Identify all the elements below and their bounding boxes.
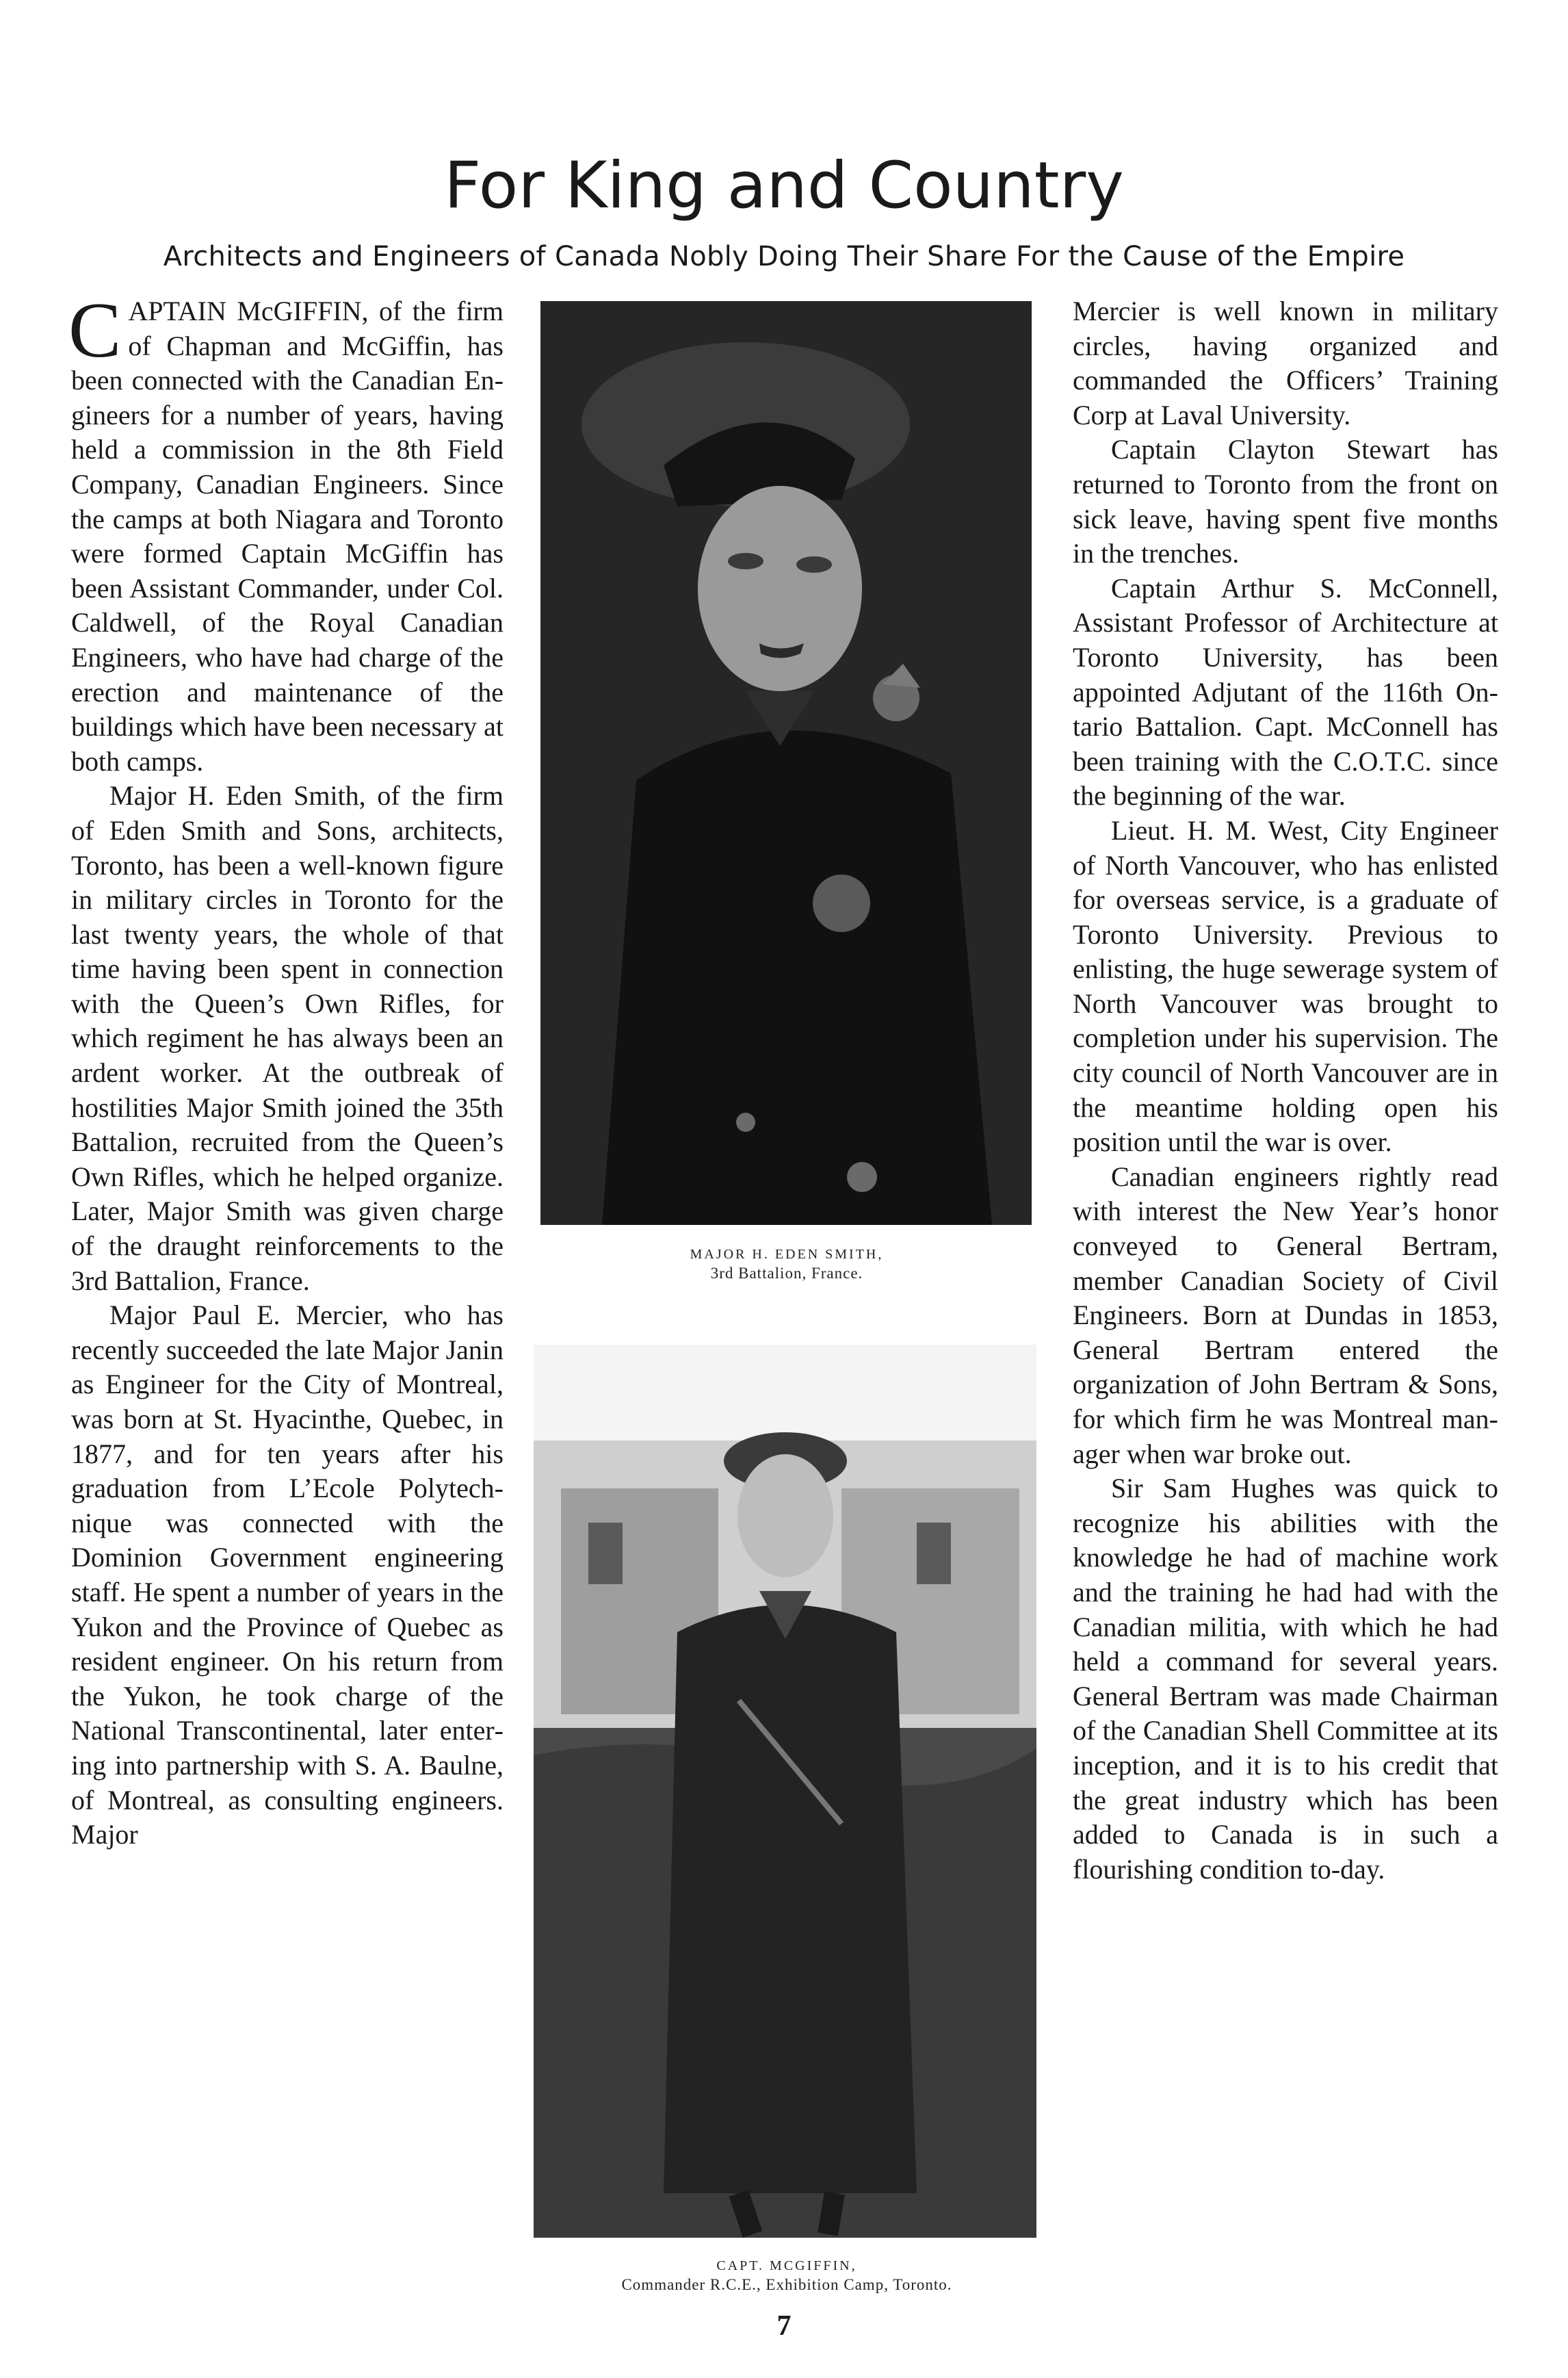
paragraph-west: Lieut. H. M. West, City Engineer of North Vancouver, who has enlisted for overseas service, is a graduate of Toronto University. Previous to enlisting, the huge sewerage system of North Vancouver was brought to completion under his supervision. The city council of North Vancouver are in the meantime holding open his position until the war is over. — [1073, 814, 1498, 1158]
paragraph-hughes: Sir Sam Hughes was quick to recognize his abilities with the knowledge he had of machine work and the training he had had with the Canadian militia, with which he had held a command for several years. General Bertram was made Chairman of the Canadian Shell Committee at its inception, and it is to his credit that the great industry which has been added to Canada is in such a flourishing condition to-day. — [1073, 1473, 1498, 1885]
caption-unit: Commander R.C.E., Exhibition Camp, Toronto. — [621, 2276, 952, 2293]
paragraph-mcgiffin-text: APTAIN McGIFFIN, of the firm of Chapman and McGiffin, has been connected with the Canadian Engineers for a number of years, having held a commission in the 8th Field Company, Canadian Engineers. Since the camps at both Niagara and Toronto were formed Captain McGiffin has been Assistant Commander, under Col. Caldwell, of the Royal Canadian Engineers, who have had charge of the erection and maintenance of the buildings which have been necessary at both camps. — [71, 296, 504, 777]
paragraph-mcgiffin — [68, 287, 504, 779]
caption-name: CAPT. MCGIFFIN, — [716, 2258, 857, 2273]
paragraph-bertram: Canadian engineers rightly read with interest the New Year’s honor conveyed to General Bertram, member Canadian Society of Civil Engineers. Born at Dundas in 1853, General Bertram entered the organization of John Bertram & Sons, for which firm he was Montreal manager when war broke out. — [1073, 1161, 1498, 1469]
photo-capt-mcgiffin — [534, 1345, 1036, 2238]
drop-cap: C — [68, 287, 122, 374]
paragraph-mcconnell: Captain Arthur S. McConnell, Assistant Professor of Architecture at Toronto University, has been appointed Adjutant of the 116th Ontario Battalion. Capt. McConnell has been training with the C.O.T.C. since the beginning of the war. — [1073, 572, 1498, 812]
paragraph-stewart: Captain Clayton Stewart has returned to Toronto from the front on sick leave, having spent five months in the trenches. — [1073, 434, 1498, 569]
page-number: 7 — [776, 2310, 792, 2342]
paragraph-mercier-continued: Mercier is well known in military circles, having organized and commanded the Officers’ Training Corp at Laval University. — [1073, 296, 1498, 430]
caption-capt-mcgiffin — [506, 2257, 1067, 2295]
caption-name: MAJOR H. EDEN SMITH, — [690, 1247, 884, 1262]
right-column — [1073, 294, 1498, 1887]
portrait-illustration — [540, 301, 1032, 1225]
photo-major-eden-smith — [540, 301, 1032, 1225]
article-subtitle: Architects and Engineers of Canada Nobly Doing Their Share For the Cause of the Empire — [163, 241, 1405, 272]
paragraph-mercier: Major Paul E. Mercier, who has recently succeeded the late Major Janin as Engineer for the City of Montreal, was born at St. Hyacinthe, Quebec, in 1877, and for ten years after his graduation from L’Ecole Polytechnique was connected with the Dominion Government engineering staff. He spent a number of years in the Yukon and the Province of Quebec as resident engineer. On his return from the Yukon, he took charge of the National Transcontinental, later entering into partnership with S. A. Baulne, of Montreal, as consulting engineers. Major — [71, 1300, 504, 1850]
left-column — [68, 287, 504, 1852]
field-portrait-illustration — [534, 1345, 1036, 2238]
article-title: For King and Country — [444, 148, 1124, 223]
caption-major-eden-smith — [602, 1245, 971, 1284]
paragraph-eden-smith: Major H. Eden Smith, of the firm of Eden Smith and Sons, architects, Toronto, has been a well-known figure in military circles in Toronto for the last twenty years, the whole of that time having been spent in connection with the Queen’s Own Rifles, for which regiment he has always been an ardent worker. At the outbreak of hostilities Major Smith joined the 35th Battalion, recruited from the Queen’s Own Rifles, which he helped organize. Later, Major Smith was given charge of the draught reinforcements to the 3rd Battalion, France. — [71, 780, 504, 1296]
caption-unit: 3rd Battalion, France. — [710, 1265, 863, 1282]
